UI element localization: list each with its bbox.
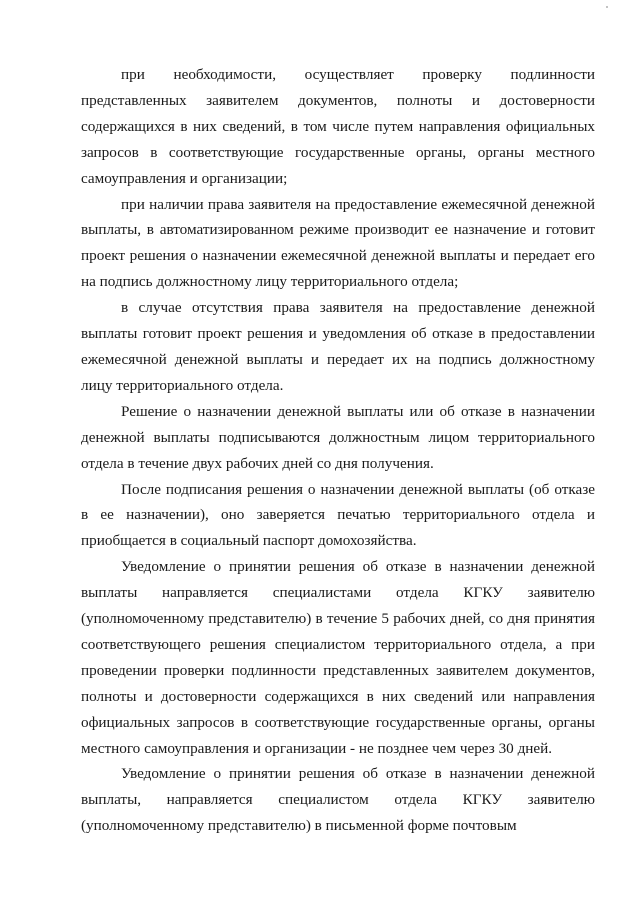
paragraph-right-absent: в случае отсутствия права заявителя на предоставление денежной выплаты готовит проект решения и уведомления об отказе в предоставлении ежемесячной денежной выплаты и передает их на подпись должностному лицу территориального отдела. [81, 299, 595, 394]
paragraph-verification: при необходимости, осуществляет проверку подлинности представленных заявителем документов, полноты и достоверности содержащихся в них сведений, в том числе путем направления официальных запросов в соответствующие государственные органы, органы местного самоуправления и организации; [81, 66, 595, 187]
paragraph-refusal-notice-timing: Уведомление о принятии решения об отказе в назначении денежной выплаты направляется специалистами отдела КГКУ заявителю (уполномоченному представителю) в течение 5 рабочих дней, со дня принятия соответствующего решения специалистом территориального отдела, а при проведении проверки подлинности представленных заявителем документов, полноты и достоверности содержащихся в них сведений или направления официальных запросов в соответствующие государственные органы, органы местного самоуправления и организации - не позднее чем через 30 дней. [81, 558, 595, 757]
document-body [81, 62, 595, 839]
paragraph-after-signing: После подписания решения о назначении денежной выплаты (об отказе в ее назначении), оно заверяется печатью территориального отдела и приобщается в социальный паспорт домохозяйства. [81, 480, 595, 550]
scan-speck [606, 6, 608, 8]
paragraph-decision-signing: Решение о назначении денежной выплаты или об отказе в назначении денежной выплаты подписываются должностным лицом территориального отдела в течение двух рабочих дней со дня получения. [81, 402, 595, 472]
paragraph-refusal-notice-delivery: Уведомление о принятии решения об отказе в назначении денежной выплаты, направляется специалистом отдела КГКУ заявителю (уполномоченному представителю) в письменной форме почтовым [81, 765, 595, 835]
paragraph-right-present: при наличии права заявителя на предоставление ежемесячной денежной выплаты, в автоматизированном режиме производит ее назначение и готовит проект решения о назначении ежемесячной денежной выплаты и передает его на подпись должностному лицу территориального отдела; [81, 195, 595, 291]
